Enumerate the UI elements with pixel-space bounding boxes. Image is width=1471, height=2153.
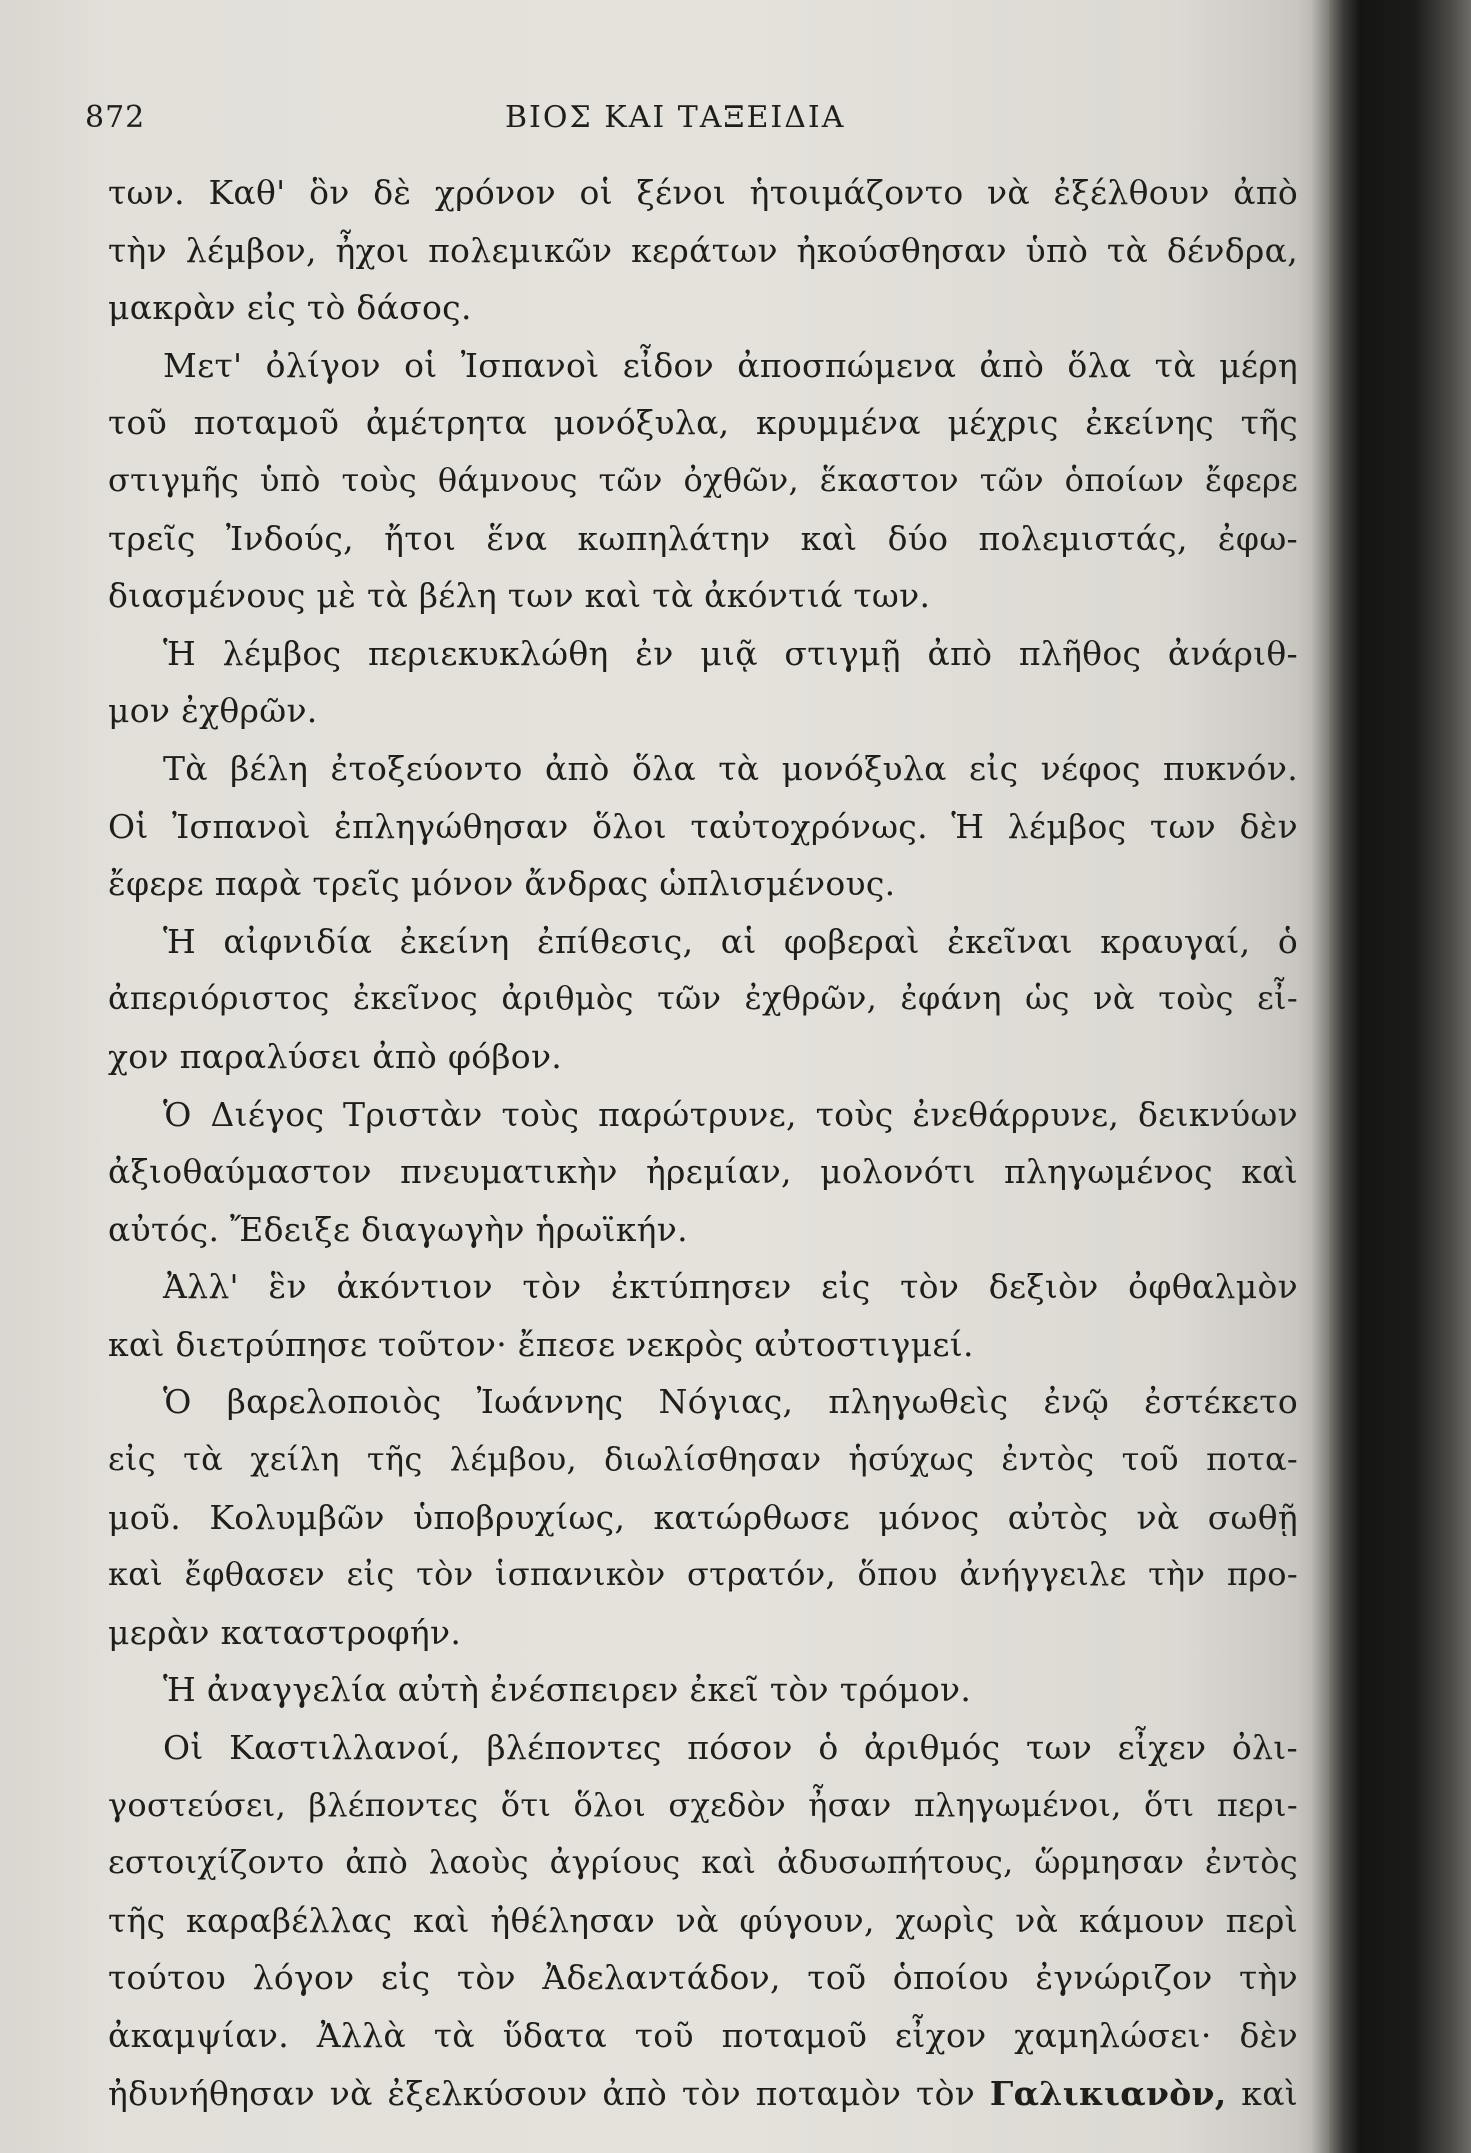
text-line: Οἱ Ἰσπανοὶ ἐπληγώθησαν ὅλοι ταὐτοχρόνως. Ἡ λέμβος των δὲν bbox=[108, 806, 1298, 846]
line-text: ἠδυνήθησαν νὰ ἐξελκύσουν ἀπὸ τὸν ποταμὸν τὸν bbox=[108, 2073, 976, 2113]
text-line: αὐτός. Ἔδειξε διαγωγὴν ἡρωϊκήν. bbox=[108, 1209, 688, 1249]
text-line: Ἀλλ' ἓν ἀκόντιον τὸν ἐκτύπησεν εἰς τὸν δεξιὸν ὀφθαλμὸν bbox=[163, 1267, 1298, 1307]
text-line: καὶ ἔφθασεν εἰς τὸν ἱσπανικὸν στρατόν, ὅπου ἀνήγγειλε τὴν προ- bbox=[108, 1555, 1298, 1594]
ship-name: Γαλικιανὸν, bbox=[989, 2073, 1227, 2113]
text-line: εἰς τὰ χείλη τῆς λέμβου, διωλίσθησαν ἡσύχως ἐντὸς τοῦ ποτα- bbox=[108, 1440, 1298, 1479]
text-line: τούτου λόγον εἰς τὸν Ἀδελαντάδον, τοῦ ὁποίου ἐγνώριζον τὴν bbox=[108, 1958, 1298, 1998]
line-text-end: καὶ bbox=[1241, 2073, 1299, 2113]
text-line: γοστεύσει, βλέποντες ὅτι ὅλοι σχεδὸν ἦσαν πληγωμένοι, ὅτι περι- bbox=[108, 1785, 1298, 1824]
text-line: ἀκαμψίαν. Ἀλλὰ τὰ ὕδατα τοῦ ποταμοῦ εἶχον χαμηλώσει· δὲν bbox=[108, 2016, 1298, 2055]
text-line: των. Καθ' ὃν δὲ χρόνον οἱ ξένοι ἡτοιμάζοντο νὰ ἐξέλθουν ἀπὸ bbox=[108, 173, 1298, 212]
text-line: ἔφερε παρὰ τρεῖς μόνον ἄνδρας ὡπλισμένους. bbox=[108, 864, 896, 904]
text-line: Μετ' ὀλίγον οἱ Ἰσπανοὶ εἶδον ἀποσπώμενα ἀπὸ ὅλα τὰ μέρη bbox=[163, 345, 1298, 385]
text-line: ἀπεριόριστος ἐκεῖνος ἀριθμὸς τῶν ἐχθρῶν, ἐφάνη ὡς νὰ τοὺς εἶ- bbox=[108, 979, 1298, 1018]
text-line: διασμένους μὲ τὰ βέλη των καὶ τὰ ἀκόντιά των. bbox=[108, 576, 931, 616]
text-line: Ὁ Διέγος Τριστὰν τοὺς παρώτρυνε, τοὺς ἐνεθάρρυνε, δεικνύων bbox=[163, 1094, 1298, 1134]
text-line: τῆς καραβέλλας καὶ ἠθέλησαν νὰ φύγουν, χωρὶς νὰ κάμουν περὶ bbox=[108, 1900, 1298, 1940]
text-line: καὶ διετρύπησε τοῦτον· ἔπεσε νεκρὸς αὐτοστιγμεί. bbox=[108, 1324, 974, 1364]
text-line: Τὰ βέλη ἐτοξεύοντο ἀπὸ ὅλα τὰ μονόξυλα εἰς νέφος πυκνόν. bbox=[163, 748, 1298, 788]
text-line: στιγμῆς ὑπὸ τοὺς θάμνους τῶν ὀχθῶν, ἕκαστον τῶν ὁποίων ἔφερε bbox=[108, 460, 1298, 499]
gutter-shadow bbox=[1311, 0, 1329, 2153]
page-number: 872 bbox=[85, 100, 146, 135]
text-line: Ὁ βαρελοποιὸς Ἰωάννης Νόγιας, πληγωθεὶς ἐνῷ ἐστέκετο bbox=[163, 1382, 1298, 1422]
body-text bbox=[108, 164, 1298, 2122]
text-line: μοῦ. Κολυμβῶν ὑποβρυχίως, κατώρθωσε μόνος αὐτὸς νὰ σωθῇ bbox=[108, 1497, 1298, 1537]
text-line: Ἡ λέμβος περιεκυκλώθη ἐν μιᾷ στιγμῇ ἀπὸ πλῆθος ἀνάριθ- bbox=[163, 633, 1298, 673]
page-header bbox=[85, 100, 1275, 148]
text-line: μακρὰν εἰς τὸ δάσος. bbox=[108, 288, 472, 328]
book-binding bbox=[1329, 0, 1471, 2153]
text-line: Ἡ αἰφνιδία ἐκείνη ἐπίθεσις, αἱ φοβεραὶ ἐκεῖναι κραυγαί, ὁ bbox=[163, 921, 1298, 961]
text-line: μερὰν καταστροφήν. bbox=[108, 1612, 462, 1652]
text-line: τρεῖς Ἰνδούς, ἤτοι ἕνα κωπηλάτην καὶ δύο πολεμιστάς, ἐφω- bbox=[108, 518, 1298, 558]
text-line: εστοιχίζοντο ἀπὸ λαοὺς ἀγρίους καὶ ἀδυσωπήτους, ὥρμησαν ἐντὸς bbox=[108, 1843, 1298, 1882]
text-line: τὴν λέμβον, ἦχοι πολεμικῶν κεράτων ἠκούσθησαν ὑπὸ τὰ δένδρα, bbox=[108, 230, 1298, 270]
text-line: Οἱ Καστιλλανοί, βλέποντες πόσον ὁ ἀριθμός των εἶχεν ὀλι- bbox=[163, 1728, 1298, 1768]
running-title: ΒΙΟΣ ΚΑΙ ΤΑΞΕΙΔΙΑ bbox=[505, 100, 846, 135]
text-line: τοῦ ποταμοῦ ἀμέτρητα μονόξυλα, κρυμμένα μέχρις ἐκείνης τῆς bbox=[108, 403, 1298, 443]
text-line: χον παραλύσει ἀπὸ φόβον. bbox=[108, 1036, 563, 1076]
text-line: μον ἐχθρῶν. bbox=[108, 691, 318, 731]
text-line bbox=[108, 2065, 1298, 2123]
text-line: Ἡ ἀναγγελία αὐτὴ ἐνέσπειρεν ἐκεῖ τὸν τρόμον. bbox=[163, 1670, 972, 1710]
text-line: ἀξιοθαύμαστον πνευματικὴν ἠρεμίαν, μολονότι πληγωμένος καὶ bbox=[108, 1152, 1298, 1192]
